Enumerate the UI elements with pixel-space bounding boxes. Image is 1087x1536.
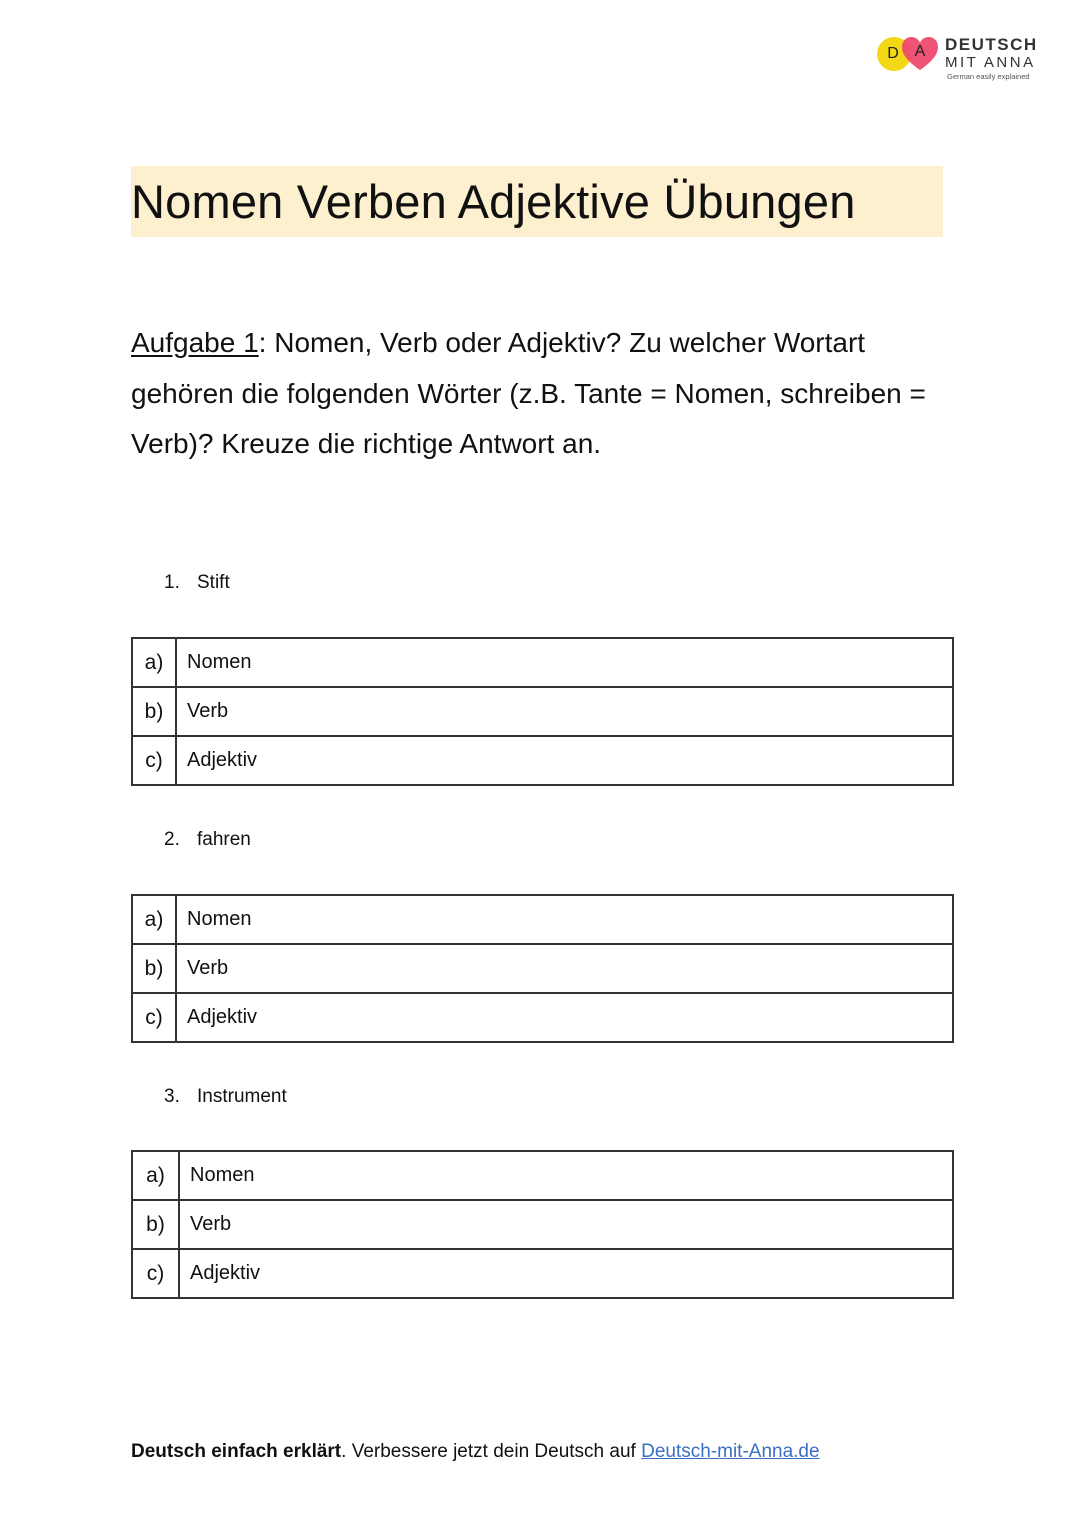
logo-tagline: German easily explained [947, 72, 1030, 81]
option-text[interactable]: Adjektiv [179, 1249, 953, 1298]
option-text[interactable]: Verb [176, 944, 953, 993]
question-1-label [164, 572, 230, 594]
page-title: Nomen Verben Adjektive Übungen [131, 175, 856, 228]
option-text[interactable]: Nomen [176, 895, 953, 944]
brand-logo [877, 35, 1052, 87]
task-instructions [131, 318, 941, 470]
question-number: 2. [164, 829, 180, 850]
question-word: Instrument [197, 1086, 287, 1107]
logo-line-1: DEUTSCH [945, 35, 1038, 54]
question-1-options [131, 637, 954, 786]
option-letter: b) [132, 944, 176, 993]
option-letter: b) [132, 687, 176, 736]
option-letter: a) [132, 638, 176, 687]
question-3-label [164, 1086, 287, 1108]
question-word: Stift [197, 572, 230, 593]
question-2-options [131, 894, 954, 1043]
option-row[interactable] [132, 638, 953, 687]
logo-heart-icon [901, 36, 939, 72]
footer-bold: Deutsch einfach erklärt [131, 1441, 342, 1462]
option-text[interactable]: Adjektiv [176, 993, 953, 1042]
option-row[interactable] [132, 1151, 953, 1200]
question-2-label [164, 829, 251, 851]
option-letter: c) [132, 1249, 179, 1298]
option-row[interactable] [132, 687, 953, 736]
option-text[interactable]: Verb [176, 687, 953, 736]
option-row[interactable] [132, 895, 953, 944]
option-text[interactable]: Adjektiv [176, 736, 953, 785]
task-text: : Nomen, Verb oder Adjektiv? Zu welcher Wortart gehören die folgenden Wörter (z.B. Tante = Nomen, schreiben = Verb)? Kreuze die richtige Antwort an. [131, 327, 926, 459]
logo-circle-letter: D [887, 45, 899, 62]
question-3-options [131, 1150, 954, 1299]
logo-heart-letter: A [914, 43, 926, 60]
option-letter: c) [132, 736, 176, 785]
question-number: 3. [164, 1086, 180, 1107]
option-text[interactable]: Nomen [176, 638, 953, 687]
footer [131, 1441, 820, 1463]
logo-line-2: MIT ANNA [945, 54, 1036, 71]
option-row[interactable] [132, 1200, 953, 1249]
option-row[interactable] [132, 993, 953, 1042]
option-letter: b) [132, 1200, 179, 1249]
option-row[interactable] [132, 944, 953, 993]
option-text[interactable]: Verb [179, 1200, 953, 1249]
option-row[interactable] [132, 1249, 953, 1298]
option-letter: a) [132, 1151, 179, 1200]
question-number: 1. [164, 572, 180, 593]
task-label: Aufgabe 1 [131, 327, 259, 358]
footer-link[interactable]: Deutsch-mit-Anna.de [641, 1441, 820, 1462]
option-letter: a) [132, 895, 176, 944]
option-text[interactable]: Nomen [179, 1151, 953, 1200]
option-letter: c) [132, 993, 176, 1042]
question-word: fahren [197, 829, 251, 850]
option-row[interactable] [132, 736, 953, 785]
footer-text: . Verbessere jetzt dein Deutsch auf [341, 1441, 642, 1462]
